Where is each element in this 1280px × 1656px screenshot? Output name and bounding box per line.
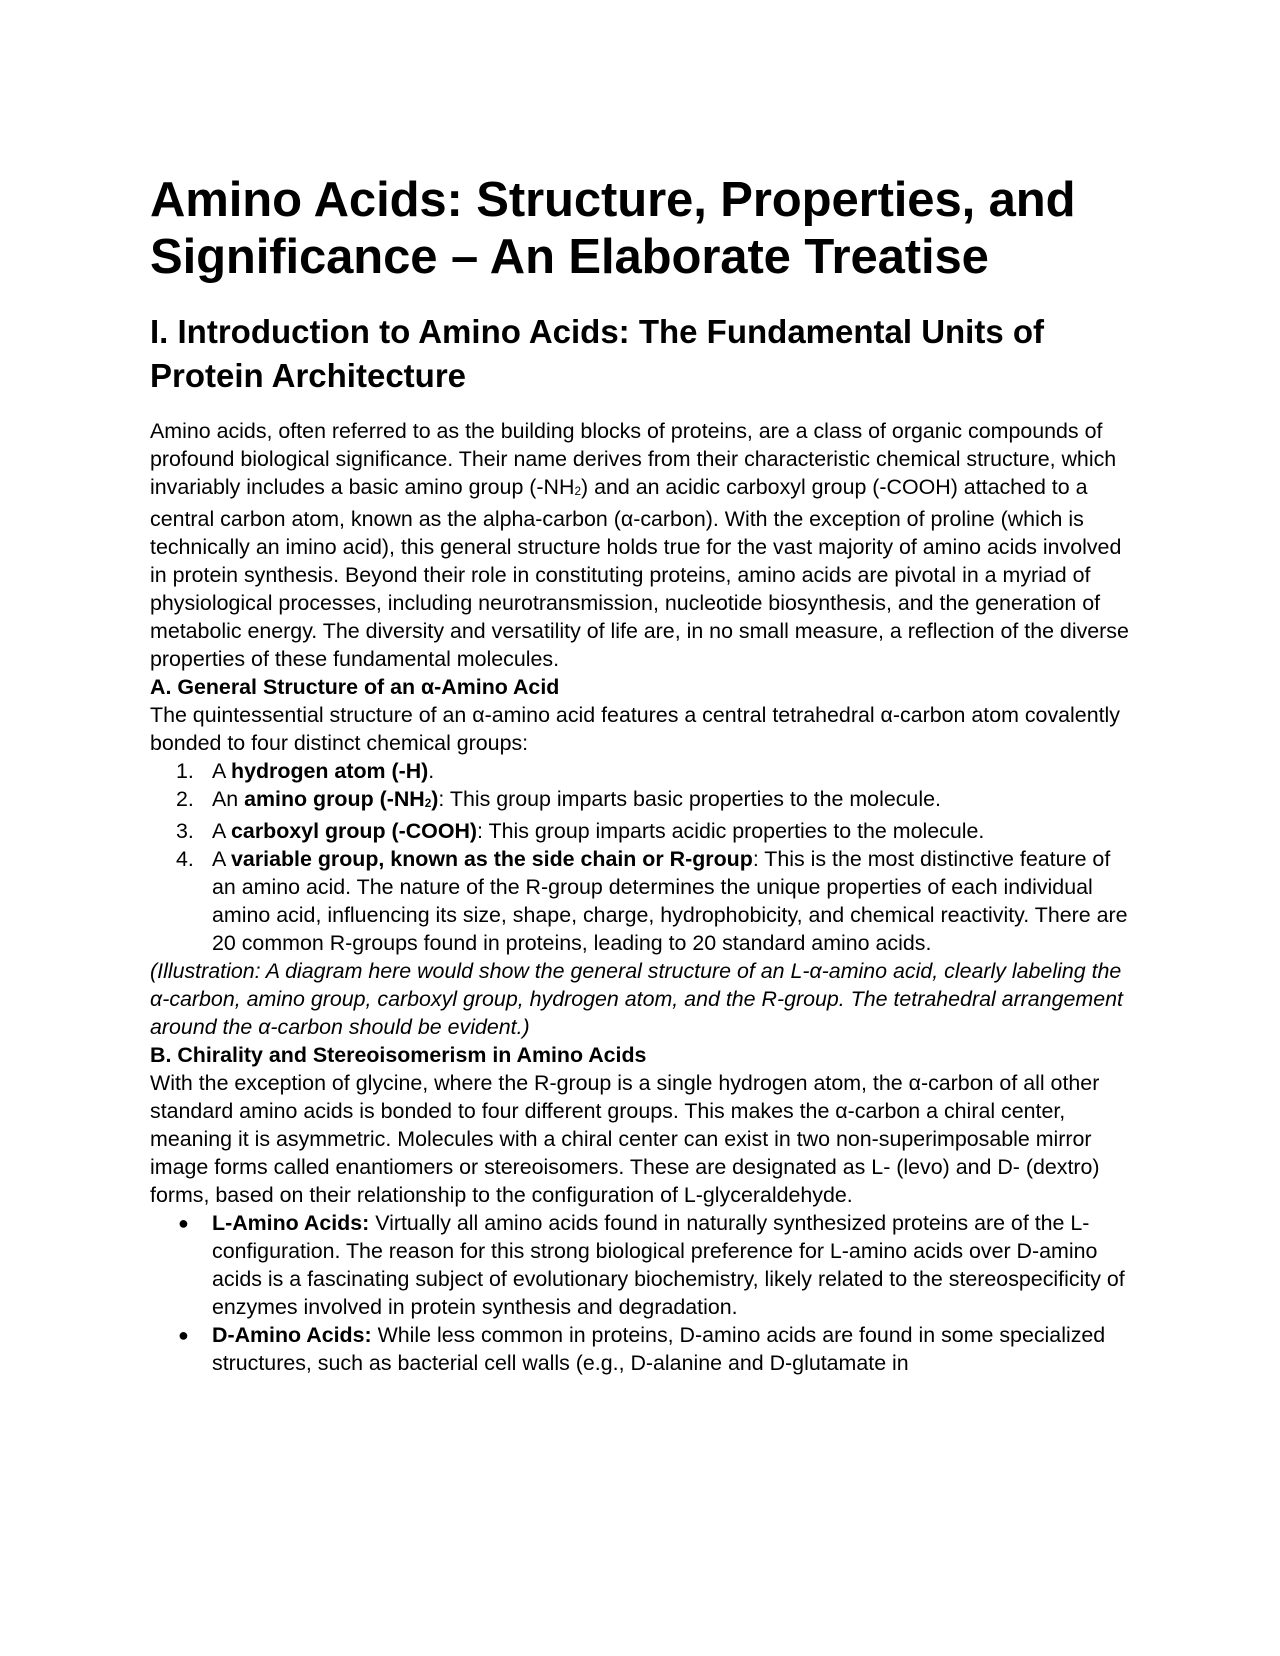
list-item: 3. A carboxyl group (-COOH): This group imparts acidic properties to the molecule. (176, 819, 985, 843)
document-title: Amino Acids: Structure, Properties, and Significance – An Elaborate Treatise (150, 173, 1076, 284)
subsection-a-text: The quintessential structure of an α-amino acid features a central tetrahedral α-carbon atom covalently bonded to four distinct chemical groups: (150, 703, 1120, 755)
list-item: ● L-Amino Acids: Virtually all amino acids found in naturally synthesized proteins are of the L-configuration. The reason for this strong biological preference for L-amino acids over D-amino acids is a fascinating subject of evolutionary biochemistry, likely related to the stereospecificity of enzymes involved in protein synthesis and degradation. (178, 1211, 1125, 1319)
list-number: 4. (176, 847, 194, 871)
list-number: 1. (176, 759, 194, 783)
subsection-a-heading: A. General Structure of an α-Amino Acid (150, 675, 560, 699)
intro-paragraph: Amino acids, often referred to as the building blocks of proteins, are a class of organic compounds of profound biological significance. Their name derives from their characteristic chemical structure, which invariably includes a basic amino group $(-NH_2)$ and an acidic carboxyl group (-COOH) attached to a central carbon atom, known as the alpha-carbon (α-carbon). With the exception of proline (which is technically an imino acid), this general structure holds true for the vast majority of amino acids involved in protein synthesis. Beyond their role in constituting proteins, amino acids are pivotal in a myriad of physiological processes, including neurotransmission, nucleotide biosynthesis, and the generation of metabolic energy. The diversity and versatility of life are, in no small measure, a reflection of the diverse properties of these fundamental molecules. (150, 419, 1129, 671)
structure-group-list (150, 757, 1135, 957)
list-number: 3. (176, 819, 194, 843)
section-body (150, 417, 1135, 1377)
bullet-icon: ● (178, 1213, 189, 1233)
list-item: 2. An amino group $(-NH_2)$: This group imparts basic properties to the molecule. (176, 787, 941, 811)
chirality-bullet-list (150, 1209, 1135, 1377)
bullet-icon: ● (178, 1325, 189, 1345)
list-item: 1. A hydrogen atom (-H). (176, 759, 435, 783)
subsection-b-heading: B. Chirality and Stereoisomerism in Amino Acids (150, 1043, 647, 1067)
subsection-b-text: With the exception of glycine, where the R-group is a single hydrogen atom, the α-carbon of all other standard amino acids is bonded to four different groups. This makes the α-carbon a chiral center, meaning it is asymmetric. Molecules with a chiral center can exist in two non-superimposable mirror image forms called enantiomers or stereoisomers. These are designated as L- (levo) and D- (dextro) forms, based on their relationship to the configuration of L-glyceraldehyde. (150, 1071, 1100, 1207)
document-page (150, 172, 1135, 1377)
list-item: ● D-Amino Acids: While less common in proteins, D-amino acids are found in some specialized structures, such as bacterial cell walls (e.g., D-alanine and D-glutamate in (178, 1323, 1106, 1375)
illustration-note: (Illustration: A diagram here would show the general structure of an L-α-amino acid, clearly labeling the α-carbon, amino group, carboxyl group, hydrogen atom, and the R-group. The tetrahedral arrangement around the α-carbon should be evident.) (150, 959, 1123, 1039)
list-number: 2. (176, 787, 194, 811)
section-heading: I. Introduction to Amino Acids: The Fundamental Units of Protein Architecture (150, 313, 1045, 394)
list-item: 4. A variable group, known as the side chain or R-group: This is the most distinctive feature of an amino acid. The nature of the R-group determines the unique properties of each individual amino acid, influencing its size, shape, charge, hydrophobicity, and chemical reactivity. There are 20 common R-groups found in proteins, leading to 20 standard amino acids. (176, 847, 1128, 955)
